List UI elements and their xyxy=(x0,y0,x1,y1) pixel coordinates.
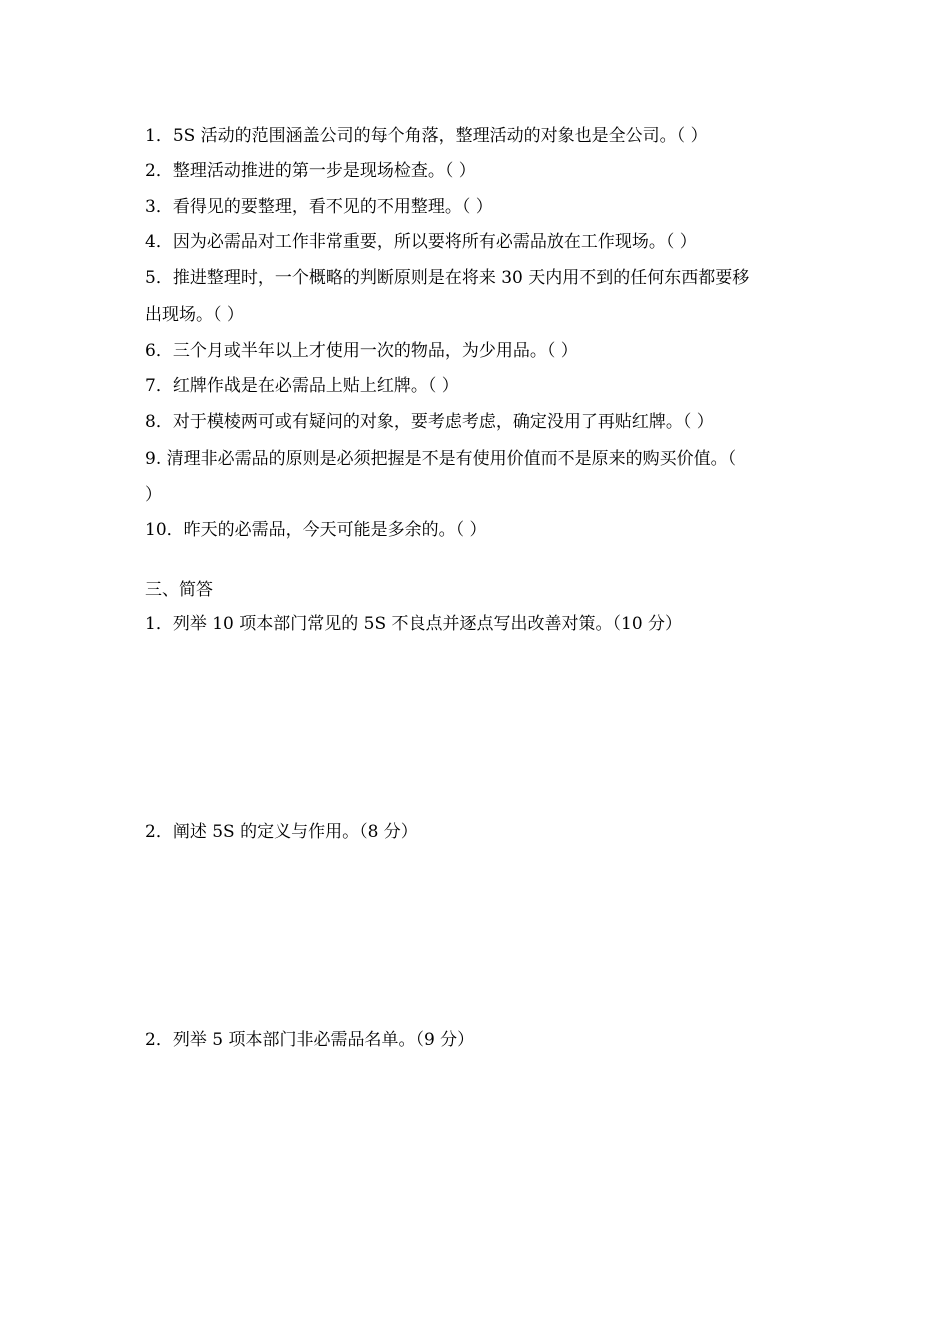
tf-item-1: 1．5S 活动的范围涵盖公司的每个角落，整理活动的对象也是全公司。（ ） xyxy=(145,126,708,146)
short-answer-3: 2．列举 5 项本部门非必需品名单。（9 分） xyxy=(145,1030,475,1050)
tf-item-5-line-1: 5．推进整理时，一个概略的判断原则是在将来 30 天内用不到的任何东西都要移 xyxy=(145,268,750,288)
tf-item-7: 7．红牌作战是在必需品上贴上红牌。（ ） xyxy=(145,376,459,396)
tf-item-9-line-2: ） xyxy=(145,485,162,505)
short-answer-1: 1．列举 10 项本部门常见的 5S 不良点并逐点写出改善对策。（10 分） xyxy=(145,614,683,634)
section-title: 三、简答 xyxy=(145,580,213,600)
tf-item-2: 2．整理活动推进的第一步是现场检查。（ ） xyxy=(145,161,476,181)
tf-item-5-line-2: 出现场。（ ） xyxy=(145,305,244,325)
tf-item-3: 3．看得见的要整理，看不见的不用整理。（ ） xyxy=(145,197,493,217)
tf-item-6: 6．三个月或半年以上才使用一次的物品，为少用品。（ ） xyxy=(145,341,578,361)
tf-item-8: 8．对于模棱两可或有疑问的对象，要考虑考虑，确定没用了再贴红牌。（ ） xyxy=(145,412,714,432)
tf-item-10: 10．昨天的必需品，今天可能是多余的。（ ） xyxy=(145,520,487,540)
tf-item-9-line-1: 9. 清理非必需品的原则是必须把握是不是有使用价值而不是原来的购买价值。（ xyxy=(145,449,737,469)
tf-item-4: 4．因为必需品对工作非常重要，所以要将所有必需品放在工作现场。（ ） xyxy=(145,232,697,252)
short-answer-2: 2．阐述 5S 的定义与作用。（8 分） xyxy=(145,822,418,842)
